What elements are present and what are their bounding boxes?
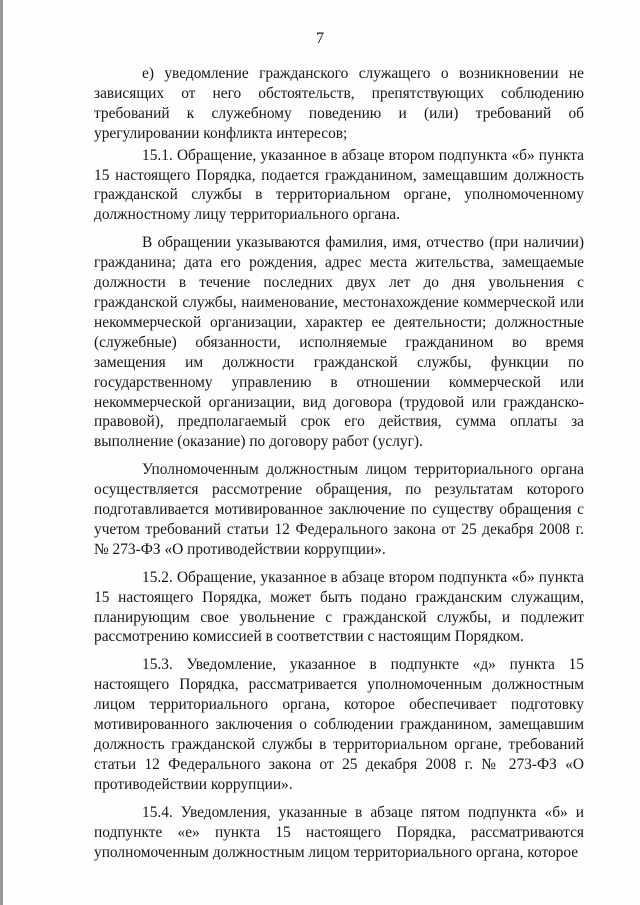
- paragraph-15-1: 15.1. Обращение, указанное в абзаце втором подпункта «б» пункта 15 настоящего Порядка, подается гражданином, замещавшим должность гражданской службы в территориальном органе, уполномоченному должностному лицу территориального органа.: [94, 146, 584, 224]
- paragraph-15-2: 15.2. Обращение, указанное в абзаце втором подпункта «б» пункта 15 настоящего Порядка, может быть подано гражданским служащим, планирующим свое увольнение с гражданской службы, и подлежит рассмотрению комиссией в соответствии с настоящим Порядком.: [94, 568, 584, 646]
- paragraph-15-4: 15.4. Уведомления, указанные в абзаце пятом подпункта «б» и подпункте «е» пункта 15 настоящего Порядка, рассматриваются уполномоченным должностным лицом территориального органа, которое: [94, 803, 584, 861]
- page-number: 7: [316, 30, 324, 47]
- document-body: [94, 64, 584, 870]
- paragraph-appeal-review: Уполномоченным должностным лицом территориального органа осуществляется рассмотрение обращения, по результатам которого подготавливается мотивированное заключение по существу обращения с учетом требований статьи 12 Федерального закона от 25 декабря 2008 г. № 273-ФЗ «О противодействии коррупции».: [94, 461, 584, 558]
- paragraph-appeal-contents: В обращении указываются фамилия, имя, отчество (при наличии) гражданина; дата его рождения, адрес места жительства, замещаемые должности в течение последних двух лет до дня увольнения с гражданской службы, наименование, местонахождение коммерческой или некоммерческой организации, характер ее деятельности; должностные (служебные) обязанности, исполняемые гражданином во время замещения им должности гражданской службы, функции по государственному управлению в отношении коммерческой или некоммерческой организации, вид договора (трудовой или гражданско-правовой), предполагаемый срок его действия, сумма оплаты за выполнение (оказание) по договору работ (услуг).: [94, 234, 584, 451]
- page-edge-shadow: [0, 0, 3, 905]
- paragraph-item-e: е) уведомление гражданского служащего о возникновении не зависящих от него обстоятельств, препятствующих соблюдению требований к служебному поведению и (или) требований об урегулировании конфликта интересов;: [94, 65, 584, 142]
- paragraph-15-3: 15.3. Уведомление, указанное в подпункте «д» пункта 15 настоящего Порядка, рассматривается уполномоченным должностным лицом территориального органа, которое обеспечивает подготовку мотивированного заключения о соблюдении гражданином, замещавшим должность гражданской службы в территориальном органе, требований статьи 12 Федерального закона от 25 декабря 2008 г. № 273-ФЗ «О противодействии коррупции».: [94, 656, 584, 793]
